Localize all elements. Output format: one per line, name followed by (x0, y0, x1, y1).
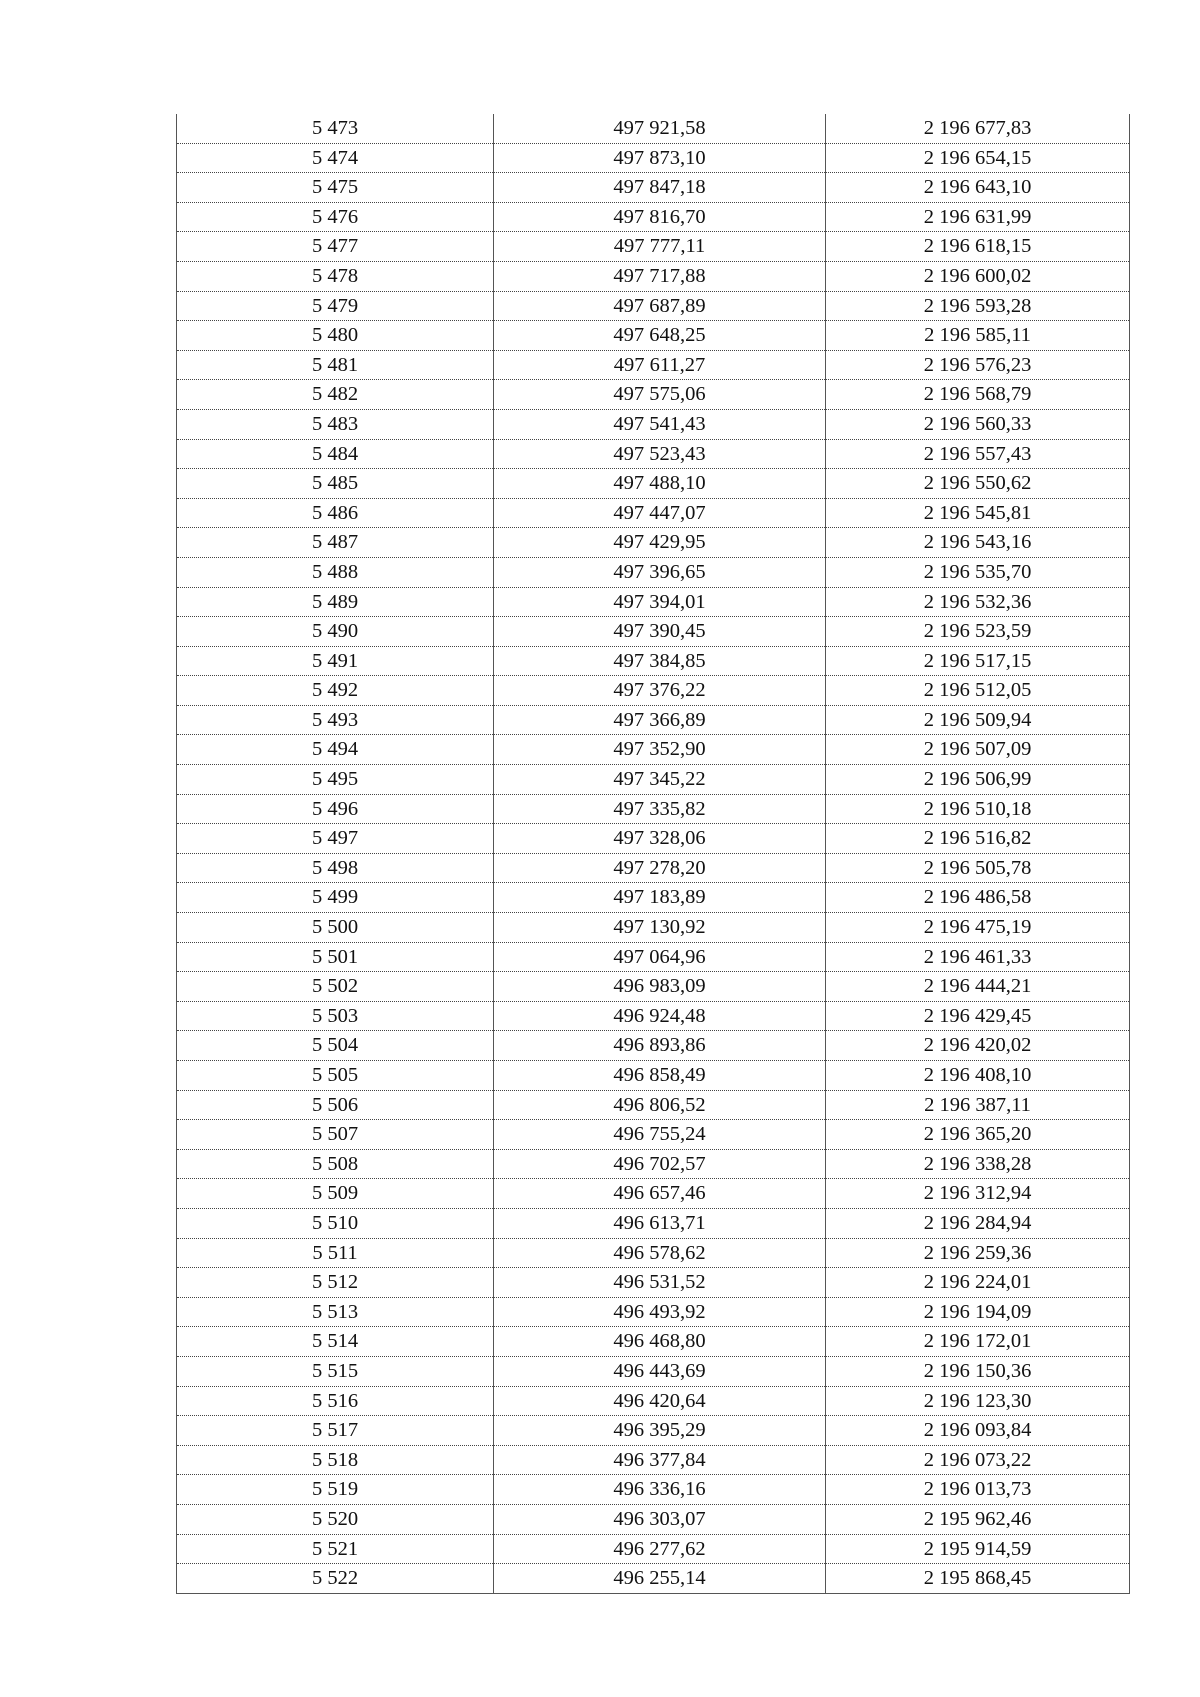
y-coordinate-cell: 2 196 387,11 (826, 1090, 1130, 1120)
x-coordinate-cell: 496 336,16 (494, 1475, 826, 1505)
y-coordinate-cell: 2 196 516,82 (826, 824, 1130, 854)
y-coordinate-cell: 2 196 194,09 (826, 1297, 1130, 1327)
point-number-cell: 5 504 (177, 1031, 494, 1061)
point-number-cell: 5 510 (177, 1208, 494, 1238)
y-coordinate-cell: 2 195 914,59 (826, 1534, 1130, 1564)
table-row (177, 528, 1130, 558)
x-coordinate-cell: 497 394,01 (494, 587, 826, 617)
y-coordinate-cell: 2 196 013,73 (826, 1475, 1130, 1505)
point-number-cell: 5 492 (177, 676, 494, 706)
point-number-cell: 5 509 (177, 1179, 494, 1209)
table-row (177, 1179, 1130, 1209)
y-coordinate-cell: 2 196 224,01 (826, 1268, 1130, 1298)
x-coordinate-cell: 497 873,10 (494, 143, 826, 173)
x-coordinate-cell: 497 396,65 (494, 557, 826, 587)
x-coordinate-cell: 497 488,10 (494, 469, 826, 499)
y-coordinate-cell: 2 196 545,81 (826, 498, 1130, 528)
x-coordinate-cell: 496 468,80 (494, 1327, 826, 1357)
table-row (177, 1031, 1130, 1061)
y-coordinate-cell: 2 196 512,05 (826, 676, 1130, 706)
x-coordinate-cell: 496 858,49 (494, 1061, 826, 1091)
table-row (177, 972, 1130, 1002)
y-coordinate-cell: 2 196 557,43 (826, 439, 1130, 469)
y-coordinate-cell: 2 196 505,78 (826, 853, 1130, 883)
table-row (177, 587, 1130, 617)
x-coordinate-cell: 497 345,22 (494, 765, 826, 795)
y-coordinate-cell: 2 196 618,15 (826, 232, 1130, 262)
x-coordinate-cell: 496 443,69 (494, 1356, 826, 1386)
y-coordinate-cell: 2 196 073,22 (826, 1445, 1130, 1475)
table-row (177, 409, 1130, 439)
x-coordinate-cell: 497 390,45 (494, 617, 826, 647)
y-coordinate-cell: 2 196 543,16 (826, 528, 1130, 558)
table-row (177, 498, 1130, 528)
point-number-cell: 5 480 (177, 321, 494, 351)
point-number-cell: 5 497 (177, 824, 494, 854)
table-row (177, 617, 1130, 647)
x-coordinate-cell: 497 816,70 (494, 202, 826, 232)
point-number-cell: 5 479 (177, 291, 494, 321)
point-number-cell: 5 508 (177, 1149, 494, 1179)
y-coordinate-cell: 2 196 523,59 (826, 617, 1130, 647)
point-number-cell: 5 521 (177, 1534, 494, 1564)
x-coordinate-cell: 496 493,92 (494, 1297, 826, 1327)
table-row (177, 350, 1130, 380)
point-number-cell: 5 507 (177, 1120, 494, 1150)
point-number-cell: 5 522 (177, 1564, 494, 1594)
y-coordinate-cell: 2 196 535,70 (826, 557, 1130, 587)
coordinates-table-body (177, 114, 1130, 1593)
x-coordinate-cell: 496 395,29 (494, 1416, 826, 1446)
x-coordinate-cell: 496 755,24 (494, 1120, 826, 1150)
y-coordinate-cell: 2 196 172,01 (826, 1327, 1130, 1357)
table-row (177, 853, 1130, 883)
y-coordinate-cell: 2 196 600,02 (826, 261, 1130, 291)
y-coordinate-cell: 2 196 677,83 (826, 114, 1130, 143)
y-coordinate-cell: 2 196 507,09 (826, 735, 1130, 765)
x-coordinate-cell: 497 447,07 (494, 498, 826, 528)
table-row (177, 1208, 1130, 1238)
x-coordinate-cell: 497 687,89 (494, 291, 826, 321)
y-coordinate-cell: 2 196 475,19 (826, 913, 1130, 943)
table-row (177, 439, 1130, 469)
y-coordinate-cell: 2 196 560,33 (826, 409, 1130, 439)
point-number-cell: 5 486 (177, 498, 494, 528)
x-coordinate-cell: 496 420,64 (494, 1386, 826, 1416)
point-number-cell: 5 520 (177, 1504, 494, 1534)
table-row (177, 1564, 1130, 1594)
point-number-cell: 5 493 (177, 705, 494, 735)
x-coordinate-cell: 496 657,46 (494, 1179, 826, 1209)
point-number-cell: 5 518 (177, 1445, 494, 1475)
point-number-cell: 5 512 (177, 1268, 494, 1298)
y-coordinate-cell: 2 196 429,45 (826, 1001, 1130, 1031)
x-coordinate-cell: 497 523,43 (494, 439, 826, 469)
y-coordinate-cell: 2 196 420,02 (826, 1031, 1130, 1061)
x-coordinate-cell: 497 278,20 (494, 853, 826, 883)
table-row (177, 173, 1130, 203)
x-coordinate-cell: 497 777,11 (494, 232, 826, 262)
table-row (177, 1149, 1130, 1179)
y-coordinate-cell: 2 196 517,15 (826, 646, 1130, 676)
point-number-cell: 5 474 (177, 143, 494, 173)
y-coordinate-cell: 2 196 312,94 (826, 1179, 1130, 1209)
point-number-cell: 5 514 (177, 1327, 494, 1357)
x-coordinate-cell: 496 377,84 (494, 1445, 826, 1475)
x-coordinate-cell: 497 921,58 (494, 114, 826, 143)
point-number-cell: 5 490 (177, 617, 494, 647)
point-number-cell: 5 501 (177, 942, 494, 972)
table-row (177, 321, 1130, 351)
x-coordinate-cell: 496 893,86 (494, 1031, 826, 1061)
table-row (177, 1120, 1130, 1150)
table-row (177, 1090, 1130, 1120)
table-row (177, 1386, 1130, 1416)
point-number-cell: 5 499 (177, 883, 494, 913)
y-coordinate-cell: 2 196 631,99 (826, 202, 1130, 232)
table-row (177, 646, 1130, 676)
y-coordinate-cell: 2 196 461,33 (826, 942, 1130, 972)
table-row (177, 1475, 1130, 1505)
table-row (177, 913, 1130, 943)
y-coordinate-cell: 2 196 576,23 (826, 350, 1130, 380)
point-number-cell: 5 481 (177, 350, 494, 380)
x-coordinate-cell: 497 717,88 (494, 261, 826, 291)
point-number-cell: 5 503 (177, 1001, 494, 1031)
table-row (177, 794, 1130, 824)
table-row (177, 232, 1130, 262)
table-row (177, 261, 1130, 291)
table-row (177, 557, 1130, 587)
table-row (177, 1327, 1130, 1357)
y-coordinate-cell: 2 196 123,30 (826, 1386, 1130, 1416)
table-row (177, 676, 1130, 706)
y-coordinate-cell: 2 196 284,94 (826, 1208, 1130, 1238)
table-row (177, 1356, 1130, 1386)
x-coordinate-cell: 497 429,95 (494, 528, 826, 558)
point-number-cell: 5 483 (177, 409, 494, 439)
point-number-cell: 5 475 (177, 173, 494, 203)
table-row (177, 824, 1130, 854)
y-coordinate-cell: 2 196 486,58 (826, 883, 1130, 913)
x-coordinate-cell: 496 277,62 (494, 1534, 826, 1564)
x-coordinate-cell: 496 255,14 (494, 1564, 826, 1594)
y-coordinate-cell: 2 196 365,20 (826, 1120, 1130, 1150)
table-row (177, 1061, 1130, 1091)
coordinates-table (176, 114, 1130, 1594)
x-coordinate-cell: 497 328,06 (494, 824, 826, 854)
x-coordinate-cell: 496 983,09 (494, 972, 826, 1002)
x-coordinate-cell: 496 702,57 (494, 1149, 826, 1179)
point-number-cell: 5 487 (177, 528, 494, 558)
point-number-cell: 5 494 (177, 735, 494, 765)
x-coordinate-cell: 497 130,92 (494, 913, 826, 943)
table-row (177, 1268, 1130, 1298)
point-number-cell: 5 519 (177, 1475, 494, 1505)
table-row (177, 1534, 1130, 1564)
x-coordinate-cell: 497 384,85 (494, 646, 826, 676)
point-number-cell: 5 473 (177, 114, 494, 143)
point-number-cell: 5 495 (177, 765, 494, 795)
y-coordinate-cell: 2 196 510,18 (826, 794, 1130, 824)
x-coordinate-cell: 496 613,71 (494, 1208, 826, 1238)
point-number-cell: 5 516 (177, 1386, 494, 1416)
y-coordinate-cell: 2 196 532,36 (826, 587, 1130, 617)
y-coordinate-cell: 2 196 550,62 (826, 469, 1130, 499)
x-coordinate-cell: 496 924,48 (494, 1001, 826, 1031)
y-coordinate-cell: 2 196 568,79 (826, 380, 1130, 410)
x-coordinate-cell: 497 366,89 (494, 705, 826, 735)
y-coordinate-cell: 2 196 093,84 (826, 1416, 1130, 1446)
y-coordinate-cell: 2 196 506,99 (826, 765, 1130, 795)
table-row (177, 114, 1130, 143)
table-row (177, 1416, 1130, 1446)
table-row (177, 735, 1130, 765)
point-number-cell: 5 477 (177, 232, 494, 262)
point-number-cell: 5 478 (177, 261, 494, 291)
x-coordinate-cell: 496 531,52 (494, 1268, 826, 1298)
point-number-cell: 5 484 (177, 439, 494, 469)
x-coordinate-cell: 497 575,06 (494, 380, 826, 410)
table-row (177, 469, 1130, 499)
x-coordinate-cell: 496 303,07 (494, 1504, 826, 1534)
point-number-cell: 5 500 (177, 913, 494, 943)
point-number-cell: 5 498 (177, 853, 494, 883)
y-coordinate-cell: 2 196 593,28 (826, 291, 1130, 321)
table-row (177, 883, 1130, 913)
x-coordinate-cell: 497 352,90 (494, 735, 826, 765)
point-number-cell: 5 506 (177, 1090, 494, 1120)
table-row (177, 202, 1130, 232)
x-coordinate-cell: 497 183,89 (494, 883, 826, 913)
table-row (177, 380, 1130, 410)
y-coordinate-cell: 2 196 585,11 (826, 321, 1130, 351)
x-coordinate-cell: 497 064,96 (494, 942, 826, 972)
y-coordinate-cell: 2 196 150,36 (826, 1356, 1130, 1386)
y-coordinate-cell: 2 195 868,45 (826, 1564, 1130, 1594)
x-coordinate-cell: 497 847,18 (494, 173, 826, 203)
table-row (177, 291, 1130, 321)
table-row (177, 1297, 1130, 1327)
point-number-cell: 5 488 (177, 557, 494, 587)
point-number-cell: 5 485 (177, 469, 494, 499)
x-coordinate-cell: 496 806,52 (494, 1090, 826, 1120)
x-coordinate-cell: 497 611,27 (494, 350, 826, 380)
point-number-cell: 5 513 (177, 1297, 494, 1327)
table-row (177, 1238, 1130, 1268)
table-row (177, 1445, 1130, 1475)
x-coordinate-cell: 497 541,43 (494, 409, 826, 439)
table-row (177, 765, 1130, 795)
y-coordinate-cell: 2 195 962,46 (826, 1504, 1130, 1534)
x-coordinate-cell: 496 578,62 (494, 1238, 826, 1268)
table-row (177, 143, 1130, 173)
point-number-cell: 5 482 (177, 380, 494, 410)
point-number-cell: 5 505 (177, 1061, 494, 1091)
y-coordinate-cell: 2 196 643,10 (826, 173, 1130, 203)
table-row (177, 1001, 1130, 1031)
table-row (177, 942, 1130, 972)
point-number-cell: 5 515 (177, 1356, 494, 1386)
point-number-cell: 5 496 (177, 794, 494, 824)
x-coordinate-cell: 497 376,22 (494, 676, 826, 706)
y-coordinate-cell: 2 196 338,28 (826, 1149, 1130, 1179)
point-number-cell: 5 502 (177, 972, 494, 1002)
y-coordinate-cell: 2 196 654,15 (826, 143, 1130, 173)
y-coordinate-cell: 2 196 259,36 (826, 1238, 1130, 1268)
y-coordinate-cell: 2 196 408,10 (826, 1061, 1130, 1091)
table-row (177, 705, 1130, 735)
table-row (177, 1504, 1130, 1534)
point-number-cell: 5 517 (177, 1416, 494, 1446)
y-coordinate-cell: 2 196 509,94 (826, 705, 1130, 735)
point-number-cell: 5 476 (177, 202, 494, 232)
x-coordinate-cell: 497 648,25 (494, 321, 826, 351)
point-number-cell: 5 511 (177, 1238, 494, 1268)
point-number-cell: 5 489 (177, 587, 494, 617)
point-number-cell: 5 491 (177, 646, 494, 676)
y-coordinate-cell: 2 196 444,21 (826, 972, 1130, 1002)
x-coordinate-cell: 497 335,82 (494, 794, 826, 824)
